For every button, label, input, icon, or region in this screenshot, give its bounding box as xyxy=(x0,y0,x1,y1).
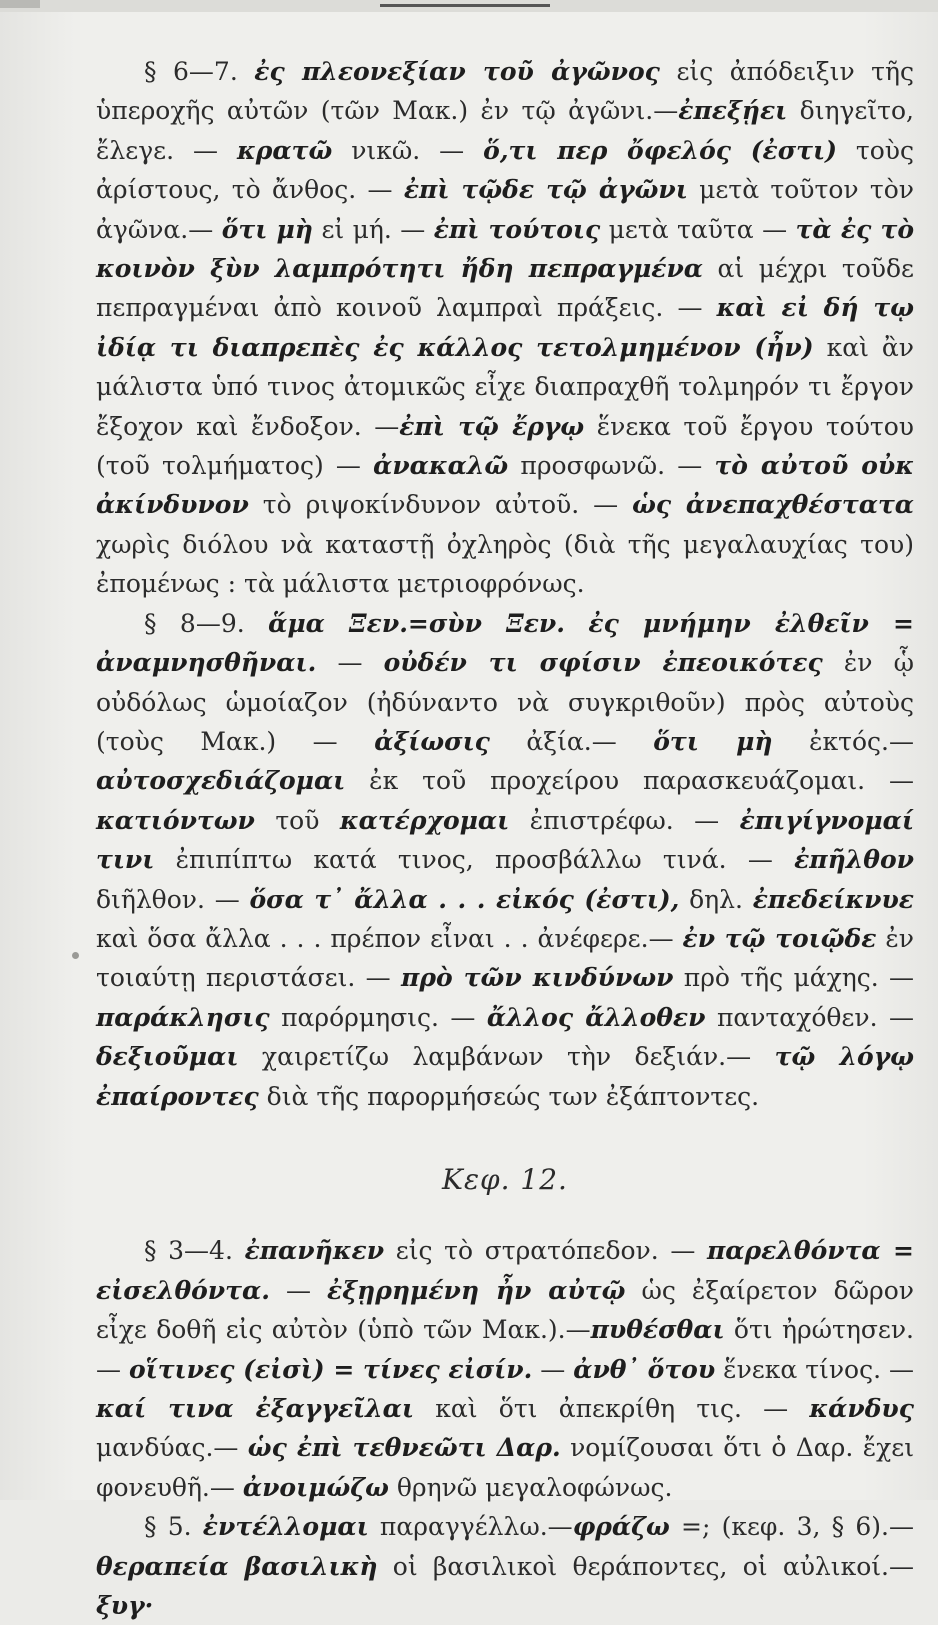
chapter-heading: Κεφ. 12. xyxy=(442,1162,568,1196)
gloss: νικῶ. — xyxy=(332,135,484,165)
gloss: τοὺς ἀρίστους, τὸ ἄνθος. — xyxy=(96,135,914,205)
lemma: φράζω xyxy=(572,1512,670,1542)
gloss: — xyxy=(269,1275,328,1305)
lemma: κρατῶ xyxy=(237,135,333,165)
lemma: ἐπεδείκνυε xyxy=(752,884,914,914)
lemma: ἐπεξῄει xyxy=(678,96,788,126)
lemma: θεραπεία βασιλικὴ xyxy=(96,1551,378,1581)
gloss: αἱ μέχρι τοῦδε πεπραγμέναι ἀπὸ κοινοῦ λαμπραὶ πράξεις. — xyxy=(96,254,914,323)
lemma: ἐπὶ τῷ ἔργῳ xyxy=(399,411,585,441)
lemma: ἐν τῷ τοιῷδε xyxy=(682,923,877,953)
lemma: ἐπὶ τῷδε τῷ ἀγῶνι xyxy=(403,175,688,205)
gloss: καὶ ἂν μάλιστα ὑπό τινος ἀτομικῶς εἶχε διαπραχθῆ τολμηρόν τι ἔργον ἔξοχον καὶ ἔνδοξον. — xyxy=(96,332,914,441)
lemma: ὅσα τ᾽ ἄλλα . . . εἰκός (ἐστι), xyxy=(249,884,680,914)
lemma: ἀνακαλῶ xyxy=(373,451,509,481)
lemma: τῷ λόγῳ ἐπαίροντες xyxy=(96,1042,915,1111)
gloss: ὡς ἐξαίρετον δῶρον εἶχε δοθῆ εἰς αὐτὸν (ὑπὸ τῶν Μακ.).— xyxy=(96,1275,914,1345)
gloss: προσφωνῶ. — xyxy=(508,451,715,481)
gloss: μετὰ ταῦτα — xyxy=(600,214,796,244)
gloss: καὶ ὅτι ἀπεκρίθη τις. — xyxy=(413,1394,810,1423)
lemma: ἀνθ᾽ ὅτου xyxy=(573,1354,716,1384)
gloss xyxy=(565,609,588,638)
gloss: νομίζουσαι ὅτι ὁ Δαρ. ἔχει φονευθῆ.— xyxy=(96,1433,915,1502)
gloss: — xyxy=(532,1354,574,1384)
gloss: ἐκτός.— xyxy=(772,726,914,756)
lemma: ξυγ· xyxy=(96,1591,154,1621)
lemma: κατέρχομαι xyxy=(339,805,510,835)
paragraph-ch11-s6-7 xyxy=(96,52,914,604)
lemma: τὸ αὐτοῦ οὐκ ἀκίνδυνον xyxy=(96,451,914,520)
lemma: ἀξίωσις xyxy=(374,726,490,756)
paragraph-ch12-s5 xyxy=(96,1507,914,1625)
gloss: διὰ τῆς παρορμήσεώς των ἐξάπτοντες. xyxy=(258,1081,760,1111)
gloss: θρηνῶ μεγαλοφώνως. xyxy=(388,1472,673,1502)
commentary-text xyxy=(96,52,914,1625)
lemma: ἐξῃρημένη ἦν αὐτῷ xyxy=(327,1275,626,1305)
lemma: ἐς μνήμην ἐλθεῖν = ἀναμνησθῆναι. xyxy=(96,608,915,678)
gloss: οἱ βασιλικοὶ θεράποντες, οἱ αὐλικοί.— xyxy=(377,1551,914,1581)
lemma: καί τινα ἐξαγγεῖλαι xyxy=(96,1394,414,1423)
gloss: πρὸ τῆς μάχης. — xyxy=(673,963,914,993)
gloss: εἰς ἀπόδειξιν τῆς ὑπεροχῆς αὐτῶν (τῶν Μακ.) ἐν τῷ ἀγῶνι.— xyxy=(96,57,914,126)
lemma: ἅμα Ξεν.=σὺν Ξεν. xyxy=(268,608,565,638)
gloss: ἕνεκα τίνος. — xyxy=(715,1354,914,1384)
lemma: αὐτοσχεδιάζομαι xyxy=(96,766,346,796)
gloss: ἀξία.— xyxy=(489,726,654,756)
lemma: ἐπὶ τούτοις xyxy=(433,214,601,244)
page-top-edge xyxy=(0,0,938,12)
lemma: ὅτι μὴ xyxy=(653,726,773,756)
gloss: δηλ. xyxy=(679,884,753,914)
lemma: ἀνοιμώζω xyxy=(242,1472,389,1502)
lemma: δεξιοῦμαι xyxy=(96,1042,239,1072)
lemma: πυθέσθαι xyxy=(590,1315,725,1345)
gloss: ἐν ᾧ οὐδόλως ὡμοίαζον (ἠδύναντο νὰ συγκριθοῦν) πρὸς αὐτοὺς (τοὺς Μακ.) — xyxy=(96,648,914,756)
gloss: εἰς τὸ στρατόπεδον. — xyxy=(384,1236,707,1266)
lemma: καὶ εἰ δή τῳ ἰδίᾳ τι διαπρεπὲς ἐς κάλλος τετολμημένον (ἦν) xyxy=(96,293,914,362)
lemma: ἐς πλεονεξίαν τοῦ ἀγῶνος xyxy=(254,57,660,86)
margin-spot xyxy=(72,952,79,959)
gloss: =; (κεφ. 3, § 6).— xyxy=(669,1512,914,1542)
paragraph-ch12-s3-4 xyxy=(96,1231,914,1507)
gloss: — xyxy=(316,648,384,678)
lemma: ἐπιγίγνομαί τινι xyxy=(96,805,914,875)
lemma: ἄλλος ἄλλοθεν xyxy=(486,1002,706,1032)
lemma: τὰ ἐς τὸ κοινὸν ξὺν λαμπρότητι ἤδη πεπραγμένα xyxy=(96,214,914,284)
gloss: ἐπιστρέφω. — xyxy=(509,805,740,835)
lemma: κάνδυς xyxy=(809,1394,914,1423)
gloss: καὶ ὅσα ἄλλα . . . πρέπον εἶναι . . ἀνέφερε.— xyxy=(96,923,683,953)
gloss: τοῦ xyxy=(254,805,340,835)
gloss: παραγγέλλω.— xyxy=(368,1512,573,1542)
lemma: οἵτινες (εἰσὶ) = τίνες εἰσίν. xyxy=(128,1354,533,1384)
gloss: παρόρμησις. — xyxy=(269,1002,487,1032)
lemma: ἐπῆλθον xyxy=(794,845,914,875)
gloss: ἐν τοιαύτῃ περιστάσει. — xyxy=(96,923,914,993)
gloss: ὅτι ἠρώτησεν.— xyxy=(96,1315,914,1384)
gloss: πανταχόθεν. — xyxy=(705,1002,914,1032)
gloss: ἕνεκα τοῦ ἔργου τούτου (τοῦ τολμήματος) — xyxy=(96,411,915,481)
gloss: τὸ ριψοκίνδυνον αὐτοῦ. — xyxy=(248,490,633,520)
lemma: οὐδέν τι σφίσιν ἐπεοικότες xyxy=(383,648,823,678)
section-ref: § 5. xyxy=(144,1512,203,1542)
gloss: χαιρετίζω λαμβάνων τὴν δεξιάν.— xyxy=(238,1042,775,1072)
gloss: μανδύας.— xyxy=(96,1433,248,1463)
lemma: παράκλησις xyxy=(96,1002,270,1032)
lemma: ὡς ἀνεπαχθέστατα xyxy=(632,490,915,520)
gloss: μετὰ τοῦτον τὸν ἀγῶνα.— xyxy=(96,175,914,244)
running-head-rule xyxy=(380,4,550,7)
gloss: ἐπιπίπτω κατά τινος, προσβάλλω τινά. — xyxy=(154,845,795,875)
section-ref: § 8—9. xyxy=(144,608,269,638)
gloss: ἐκ τοῦ προχείρου παρασκευάζομαι. — xyxy=(345,766,914,796)
lemma: παρελθόντα = εἰσελθόντα. xyxy=(96,1236,915,1305)
gloss: διηγεῖτο, ἔλεγε. — xyxy=(96,96,914,165)
section-ref: § 3—4. xyxy=(144,1236,245,1266)
lemma: κατιόντων xyxy=(96,805,255,835)
gloss: χωρὶς διόλου νὰ καταστῇ ὀχληρὸς (διὰ τῆς μεγαλαυχίας του) ἐπομένως : τὰ μάλιστα μετριοφρόνως. xyxy=(96,529,914,599)
gloss: διῆλθον. — xyxy=(96,884,250,914)
lemma: ἐπανῆκεν xyxy=(244,1236,385,1266)
paragraph-ch11-s8-9 xyxy=(96,604,914,1116)
lemma: ὅ,τι περ ὄφελός (ἐστι) xyxy=(483,135,837,165)
lemma: ἐντέλλομαι xyxy=(202,1512,369,1542)
section-ref: § 6—7. xyxy=(144,57,255,86)
lemma: πρὸ τῶν κινδύνων xyxy=(401,963,674,993)
lemma: ὅτι μὴ xyxy=(221,214,313,244)
corner-mark xyxy=(0,0,40,8)
lemma: ὡς ἐπὶ τεθνεῶτι Δαρ. xyxy=(247,1433,561,1463)
gloss: εἰ μή. — xyxy=(312,214,434,244)
